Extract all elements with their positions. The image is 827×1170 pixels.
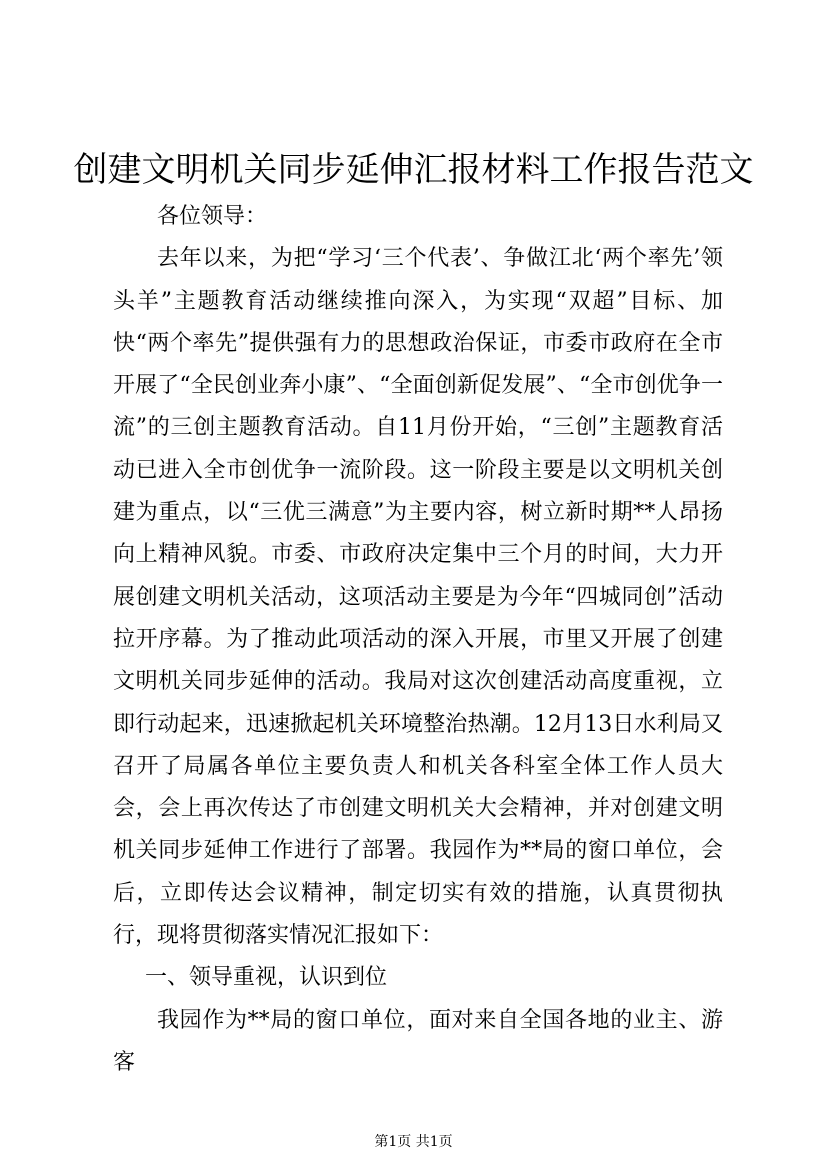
- paragraph: 我园作为**局的窗口单位，面对来自全国各地的业主、游客: [113, 1007, 723, 1075]
- document-title: 创建文明机关同步延伸汇报材料工作报告范文: [73, 150, 754, 190]
- paragraph: 去年以来，为把“学习‘三个代表’、争做江北‘两个率先’领头羊”主题教育活动继续推向深入，为实现“双超”目标、加快“两个率先”提供强有力的思想政治保证，市委市政府在全市开展了“全民创业奔小康”、“全面创新促发展”、“全市创优争一流”的三创主题教育活动。自11月份开始，“三创”主题教育活动已进入全市创优争一流阶段。这一阶段主要是以文明机关创建为重点，以“三优三满意”为主要内容，树立新时期**人昂扬向上精神风貌。市委、市政府决定集中三个月的时间，大力开展创建文明机关活动，这项活动主要是为今年“四城同创”活动拉开序幕。为了推动此项活动的深入开展，市里又开展了创建文明机关同步延伸的活动。我局对这次创建活动高度重视，立即行动起来，迅速掀起机关环境整治热潮。12月13日水利局又召开了局属各单位主要负责人和机关各科室全体工作人员大会，会上再次传达了市创建文明机关大会精神，并对创建文明机关同步延伸工作进行了部署。我园作为**局的窗口单位，会后，立即传达会议精神，制定切实有效的措施，认真贯彻执行，现将贯彻落实情况汇报如下：: [113, 246, 723, 949]
- page-footer: 第1页 共1页: [374, 1134, 453, 1150]
- section-heading: 一、领导重视，认识到位: [145, 965, 388, 991]
- salutation: 各位领导：: [157, 204, 268, 229]
- document-body: [113, 196, 723, 1084]
